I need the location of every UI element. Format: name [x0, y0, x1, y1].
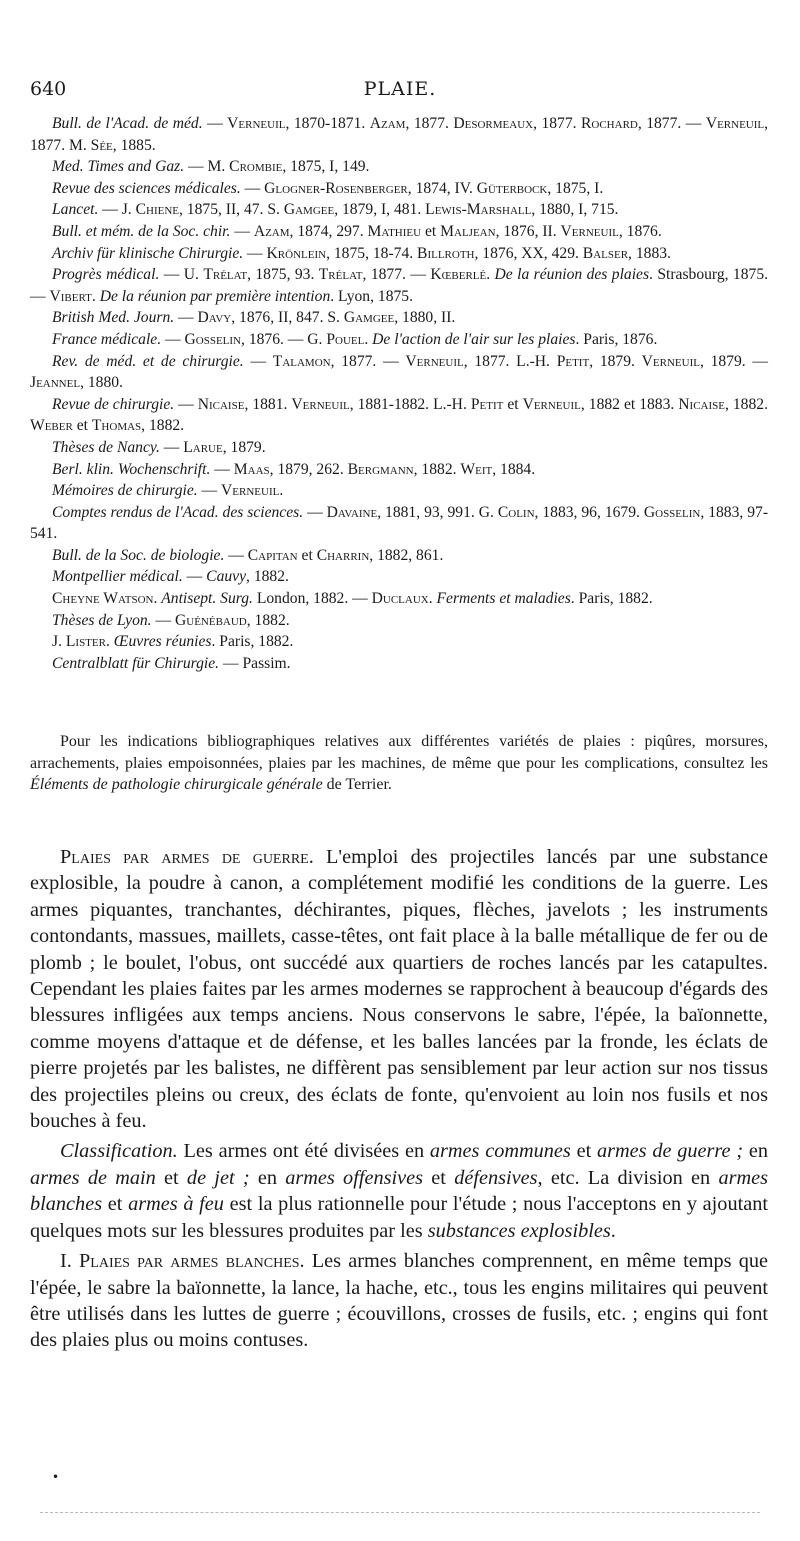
smallcaps-run: Verneuil — [227, 115, 286, 132]
text-run: , 1876, II. — [495, 222, 561, 240]
bibliography-entry — [30, 178, 768, 200]
italic-run: Berl. klin. Wochenschrift. — [52, 460, 211, 478]
text-run: , 1883, 97-541. — [30, 503, 769, 543]
smallcaps-run: Davaine — [326, 503, 378, 521]
italic-run: armes blanches — [30, 1166, 769, 1216]
text-run: — — [303, 503, 327, 521]
smallcaps-run: Chiene — [135, 201, 179, 219]
text-run: , 1875, II, 47. S. — [179, 201, 284, 219]
bibliography-entry — [30, 394, 768, 437]
text-run: , 1882 et 1883. — [580, 395, 679, 413]
text-run: , 1879. — [222, 438, 266, 456]
text-run: — — [151, 611, 175, 629]
smallcaps-run: Azam — [369, 115, 406, 132]
text-run: et — [102, 1193, 129, 1216]
text-run: . — [486, 266, 495, 284]
smallcaps-run: Vibert — [49, 287, 92, 305]
italic-run: Comptes rendus de l'Acad. des sciences. — [52, 503, 304, 521]
text-run: Pour les indications bibliographiques relatives aux différentes variétés de plaies : piqûres, morsures, arrachements, plaies empoisonnées, plaies par les machines, de même que pour les complications, consultez les — [30, 733, 768, 772]
bibliography-entry — [30, 502, 768, 545]
bibliography-note — [30, 731, 768, 796]
text-run: et — [423, 1166, 455, 1189]
text-run: , 1882. — [246, 568, 289, 586]
text-run: — — [174, 395, 198, 413]
smallcaps-run: Billroth — [417, 244, 475, 262]
bibliography-list — [30, 113, 768, 674]
text-run: , 1880, II. — [394, 309, 456, 327]
smallcaps-run: Capitan — [247, 546, 298, 564]
bibliography-entry — [30, 653, 768, 675]
smallcaps-run: Verneuil — [291, 395, 350, 413]
text-run: , 1884. — [492, 460, 536, 478]
smallcaps-run: Kœberlé — [430, 266, 487, 284]
smallcaps-run: Lister — [65, 633, 106, 651]
smallcaps-run: Jeannel — [30, 374, 81, 392]
text-run: — J. — [98, 201, 136, 219]
text-run: et — [421, 222, 441, 240]
text-run: en — [743, 1140, 769, 1163]
text-run: , 1885. — [112, 136, 156, 154]
text-run: , 1875, 18-74. — [326, 244, 418, 262]
text-run: , 1874, IV. — [407, 179, 477, 197]
smallcaps-run: M. Crombie — [207, 158, 283, 176]
text-run: . — [153, 590, 162, 608]
text-run: et — [503, 395, 523, 413]
italic-run: Bull. et mém. de la Soc. chir. — [52, 222, 231, 240]
text-run: et — [72, 417, 92, 435]
text-run: , 1875, 93. — [247, 266, 319, 284]
text-run: — — [174, 309, 198, 327]
smallcaps-run: Talamon — [272, 352, 331, 370]
smallcaps-run: Larue — [183, 438, 223, 456]
italic-run: Œuvres réunies — [113, 633, 212, 651]
smallcaps-run: Bergmann — [347, 460, 414, 478]
text-run: , 1874, 297. — [289, 222, 368, 240]
bibliography-entry — [30, 351, 768, 394]
italic-run: Lancet. — [52, 201, 99, 219]
italic-run: Rev. de méd. et de chirurgie. — [52, 352, 244, 370]
bibliography-entry — [30, 480, 768, 502]
italic-run: Centralblatt für Chirurgie. — [52, 654, 220, 672]
text-run: , 1876. — [618, 222, 662, 240]
text-run: . Paris, 1876. — [575, 330, 658, 348]
text-run: , 1877. — [533, 115, 581, 132]
bibliography-entry — [30, 156, 768, 178]
bibliography-entry — [30, 437, 768, 459]
text-run: I. — [60, 1250, 79, 1273]
text-run: . — [91, 287, 100, 305]
text-run: en — [249, 1166, 286, 1189]
footer-mark: • — [52, 1470, 60, 1484]
smallcaps-run: Maljean — [440, 222, 496, 240]
text-run: . Paris, 1882. — [211, 633, 294, 651]
bibliography-entry — [30, 631, 768, 653]
body-paragraph — [30, 1138, 768, 1244]
text-run: . — [610, 1219, 616, 1242]
italic-run: De l'action de l'air sur les plaies — [372, 330, 576, 348]
text-run: , 1879, I, 481. — [334, 201, 426, 219]
italic-run: armes de main — [30, 1166, 156, 1189]
text-run: , 1876. — G. — [241, 330, 327, 348]
smallcaps-run: Plaies par armes de guerre. — [60, 846, 314, 868]
text-run: J. — [52, 633, 66, 651]
text-run: . Lyon, 1875. — [330, 287, 413, 305]
italic-run: Revue des sciences médicales. — [52, 179, 241, 197]
bibliography-entry — [30, 610, 768, 632]
italic-run: British Med. Journ. — [52, 309, 175, 327]
smallcaps-run: Güterbock — [476, 179, 548, 197]
italic-run: Bull. de la Soc. de biologie. — [52, 546, 225, 564]
italic-run: armes communes — [429, 1140, 571, 1163]
italic-run: Archiv für klinische Chirurgie. — [52, 244, 244, 262]
text-run: et — [155, 1166, 187, 1189]
text-run: , 1879. — — [699, 352, 769, 370]
text-run: . Paris, 1882. — [570, 590, 653, 608]
text-run: Les armes blanches comprennent, en même temps que l'épée, le sabre la baïonnette, la lance, la hache, etc., tous les engins militaires qui peuvent être utilisés dans les luttes de guerre ; écouvillons, crosses de fusils, etc. ; engins qui font des plaies plus ou moins contuses. — [30, 1250, 768, 1352]
text-run: . — [105, 633, 114, 651]
smallcaps-run: M. Sée — [68, 136, 113, 154]
italic-run: Thèses de Lyon. — [52, 611, 152, 629]
smallcaps-run: Verneuil — [522, 395, 581, 413]
text-run: — Passim. — [219, 654, 291, 672]
italic-run: Mémoires de chirurgie. — [52, 482, 198, 500]
italic-run: de jet ; — [186, 1166, 250, 1189]
italic-run: Montpellier médical. — [52, 568, 183, 586]
italic-run: Antisept. Surg. — [161, 590, 253, 608]
text-run: . — [428, 590, 437, 608]
text-run: , 1879, 262. — [269, 460, 348, 478]
bibliography-entry — [30, 307, 768, 329]
text-run: — — [184, 158, 208, 176]
note-paragraph — [30, 731, 768, 796]
text-run: , 1881-1882. L.-H. — [349, 395, 471, 413]
text-run: — — [159, 438, 184, 456]
bibliography-entry — [30, 221, 768, 243]
smallcaps-run: Thomas — [91, 417, 142, 435]
text-run: de Terrier. — [322, 776, 392, 793]
text-run: Les armes ont été divisées en — [177, 1140, 430, 1163]
body-paragraph — [30, 844, 768, 1134]
text-run: . — [364, 330, 373, 348]
text-run: , 1880. — [80, 374, 123, 392]
text-run: — — [182, 568, 207, 586]
italic-run: Éléments de pathologie chirurgicale générale — [30, 776, 323, 793]
main-text — [30, 844, 768, 1358]
italic-run: De la réunion des plaies — [494, 266, 650, 284]
body-paragraph — [30, 1248, 768, 1354]
italic-run: armes offensives — [285, 1166, 424, 1189]
text-run: , 1876, XX, 429. — [474, 244, 583, 262]
bibliography-entry — [30, 566, 768, 588]
text-run: , 1877. — — [637, 115, 706, 132]
running-title: PLAIE. — [363, 78, 437, 100]
bibliography-entry — [30, 264, 768, 307]
smallcaps-run: Nicaise — [678, 395, 725, 413]
text-run: , 1882, 861. — [369, 546, 444, 564]
smallcaps-run: Gosselin — [643, 503, 701, 521]
smallcaps-run: Krönlein — [266, 244, 327, 262]
text-run: , 1882. — [413, 460, 461, 478]
text-run: , 1881. — [244, 395, 292, 413]
text-run: . Strasbourg, 1875. — — [30, 266, 769, 305]
text-run: . — [279, 482, 284, 500]
text-run: , 1882. — [141, 417, 185, 435]
italic-run: Med. Times and Gaz. — [52, 158, 185, 176]
footer-rule — [40, 1512, 760, 1513]
text-run: , 1877. — — [330, 352, 406, 370]
text-run: , etc. La division en — [537, 1166, 719, 1189]
text-run: , 1876, II, 847. S. — [231, 309, 344, 327]
text-run: — — [210, 460, 234, 478]
smallcaps-run: Lewis-Marshall — [425, 201, 532, 219]
italic-run: Cauvy — [206, 568, 247, 586]
smallcaps-run: Maas — [233, 460, 270, 478]
text-run: , 1877. — [405, 115, 454, 132]
smallcaps-run: Verneuil — [560, 222, 619, 240]
text-run: , 1881, 93, 991. G. — [377, 503, 498, 521]
smallcaps-run: Duclaux — [371, 590, 429, 608]
text-run: , 1879. — [589, 352, 642, 370]
text-run: — — [240, 179, 265, 197]
smallcaps-run: Desormeaux — [453, 115, 534, 132]
smallcaps-run: Rochard — [581, 115, 638, 132]
italic-run: Progrès médical. — [52, 266, 160, 284]
text-run: et — [570, 1140, 597, 1163]
smallcaps-run: Davy — [197, 309, 232, 327]
text-run: — — [243, 244, 267, 262]
smallcaps-run: Guénébaud — [174, 611, 247, 629]
text-run: est la plus rationnelle pour l'étude ; nous l'acceptons en y ajoutant quelques mots sur les blessures produites par les — [30, 1193, 768, 1242]
text-run: — — [161, 330, 185, 348]
page-number: 640 — [30, 78, 67, 100]
bibliography-entry — [30, 545, 768, 567]
text-run: , 1882. — [246, 611, 290, 629]
smallcaps-run: Colin — [497, 503, 535, 521]
italic-run: Classification. — [60, 1140, 178, 1163]
text-run: — U. — [159, 266, 204, 284]
bibliography-entry — [30, 588, 768, 610]
italic-run: Ferments et maladies — [436, 590, 571, 608]
smallcaps-run: Balser — [582, 244, 629, 262]
italic-run: Revue de chirurgie. — [52, 395, 175, 413]
smallcaps-run: Nicaise — [197, 395, 245, 413]
text-run: , 1882. — [725, 395, 768, 413]
text-run: , 1877. — — [362, 266, 431, 284]
text-run: — — [202, 115, 228, 132]
smallcaps-run: Gosselin — [184, 330, 242, 348]
italic-run: armes de guerre ; — [597, 1140, 744, 1163]
italic-run: De la réunion par première intention — [99, 287, 331, 305]
text-run: — — [224, 546, 248, 564]
text-run: , 1883, 96, 1679. — [534, 503, 644, 521]
text-run: , 1877. — [30, 115, 769, 154]
smallcaps-run: Azam — [253, 222, 290, 240]
smallcaps-run: Plaies par armes blanches. — [79, 1250, 305, 1273]
text-run: — — [230, 222, 254, 240]
text-run: L'emploi des projectiles lancés par une substance explosible, la poudre à canon, a complétement modifié les conditions de la guerre. Les armes piquantes, tranchantes, déchirantes, piques, flèches, javelots ; les instruments contondants, massues, maillets, casse-têtes, ont fait place à la balle métallique de fer ou de plomb ; le boulet, l'obus, ont succédé aux quartiers de roches lancés par les catapultes. Cependant les plaies faites par les armes modernes se rapprochent à beaucoup d'égards des blessures infligées aux temps anciens. Nous conservons le sabre, l'épée, la baïonnette, comme moyens d'attaque et de défense, et les balles lancées par la fronde, les éclats de pierre projetés par les balistes, ne diffèrent pas sensiblement par leur action sur nos tissus des projectiles pleins ou creux, des éclats de fonte, qu'envoient au loin nos fusils et nos bouches à feu. — [30, 846, 769, 1133]
smallcaps-run: Trélat — [318, 266, 363, 284]
italic-run: Thèses de Nancy. — [52, 438, 160, 456]
text-run: , 1877. L.-H. — [463, 352, 557, 370]
text-run: — — [243, 352, 273, 370]
italic-run: France médicale. — [52, 330, 162, 348]
smallcaps-run: Petit — [556, 352, 590, 370]
smallcaps-run: Trélat — [203, 266, 248, 284]
smallcaps-run: Pouel — [326, 330, 365, 348]
text-run: , 1875, I. — [547, 179, 604, 197]
smallcaps-run: Glogner-Rosenberger — [264, 179, 408, 197]
smallcaps-run: Verneuil — [405, 352, 464, 370]
text-run: , 1875, I, 149. — [282, 158, 370, 176]
text-run: — — [197, 482, 222, 500]
italic-run: défensives — [454, 1166, 538, 1189]
bibliography-entry — [30, 243, 768, 265]
italic-run: armes à feu — [128, 1193, 224, 1216]
page-header — [30, 78, 770, 102]
text-run: et — [297, 546, 317, 564]
smallcaps-run: Verneuil — [705, 115, 765, 132]
bibliography-entry — [30, 113, 768, 156]
text-run: , 1880, I, 715. — [531, 201, 619, 219]
smallcaps-run: Gamgee — [283, 201, 335, 219]
smallcaps-run: Gamgee — [343, 309, 395, 327]
bibliography-entry — [30, 199, 768, 221]
italic-run: substances explosibles — [427, 1219, 611, 1242]
bibliography-entry — [30, 329, 768, 351]
smallcaps-run: Mathieu — [367, 222, 422, 240]
smallcaps-run: Cheyne Watson — [52, 590, 154, 608]
smallcaps-run: Charrin — [316, 546, 370, 564]
text-run: , 1883. — [628, 244, 671, 262]
smallcaps-run: Verneuil — [221, 482, 280, 500]
text-run: London, 1882. — — [252, 590, 372, 608]
smallcaps-run: Weit — [460, 460, 493, 478]
smallcaps-run: Weber — [30, 417, 73, 435]
italic-run: Bull. de l'Acad. de méd. — [52, 115, 203, 132]
bibliography-entry — [30, 459, 768, 481]
smallcaps-run: Verneuil — [641, 352, 700, 370]
smallcaps-run: Petit — [470, 395, 504, 413]
text-run: , 1870-1871. — [285, 115, 370, 132]
